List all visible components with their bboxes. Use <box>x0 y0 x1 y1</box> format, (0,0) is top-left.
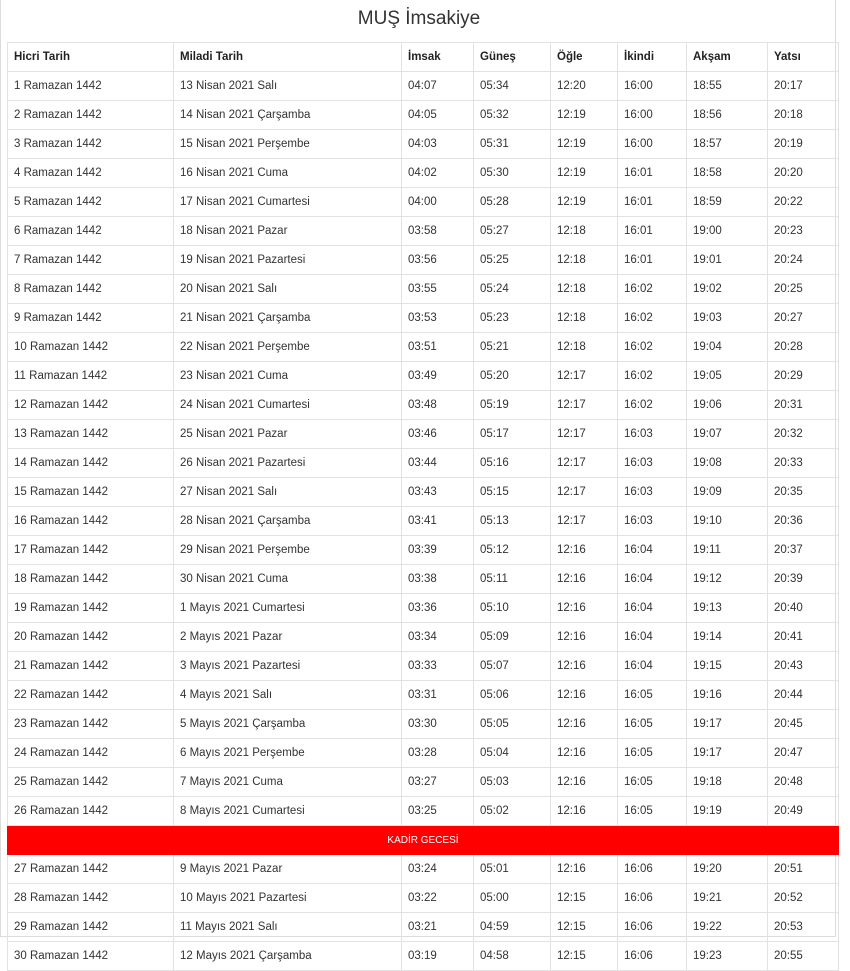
cell-hicri-tarih: 23 Ramazan 1442 <box>8 710 174 739</box>
cell-gunes: 05:23 <box>474 304 551 333</box>
cell-ogle: 12:18 <box>551 246 618 275</box>
cell-aksam: 19:09 <box>687 478 768 507</box>
table-row <box>8 478 839 507</box>
cell-yatsi: 20:47 <box>768 739 839 768</box>
cell-gunes: 05:04 <box>474 739 551 768</box>
cell-imsak: 03:55 <box>402 275 474 304</box>
cell-imsak: 03:51 <box>402 333 474 362</box>
column-header-aksam: Akşam <box>687 43 768 72</box>
cell-aksam: 19:14 <box>687 623 768 652</box>
cell-hicri-tarih: 6 Ramazan 1442 <box>8 217 174 246</box>
imsakiye-table <box>7 42 839 971</box>
table-row <box>8 710 839 739</box>
cell-gunes: 05:27 <box>474 217 551 246</box>
cell-ikindi: 16:06 <box>618 855 687 884</box>
cell-yatsi: 20:41 <box>768 623 839 652</box>
cell-gunes: 05:30 <box>474 159 551 188</box>
cell-ikindi: 16:01 <box>618 159 687 188</box>
table-body <box>8 72 839 971</box>
cell-imsak: 03:31 <box>402 681 474 710</box>
cell-aksam: 19:20 <box>687 855 768 884</box>
cell-ogle: 12:20 <box>551 72 618 101</box>
cell-ogle: 12:16 <box>551 652 618 681</box>
cell-hicri-tarih: 4 Ramazan 1442 <box>8 159 174 188</box>
cell-miladi-tarih: 22 Nisan 2021 Perşembe <box>174 333 402 362</box>
cell-hicri-tarih: 29 Ramazan 1442 <box>8 913 174 942</box>
cell-ogle: 12:17 <box>551 391 618 420</box>
cell-aksam: 19:12 <box>687 565 768 594</box>
column-header-yatsi: Yatsı <box>768 43 839 72</box>
cell-miladi-tarih: 26 Nisan 2021 Pazartesi <box>174 449 402 478</box>
cell-gunes: 05:00 <box>474 884 551 913</box>
cell-imsak: 03:30 <box>402 710 474 739</box>
cell-yatsi: 20:40 <box>768 594 839 623</box>
table-row <box>8 449 839 478</box>
cell-miladi-tarih: 15 Nisan 2021 Perşembe <box>174 130 402 159</box>
table-row <box>8 768 839 797</box>
cell-aksam: 18:59 <box>687 188 768 217</box>
cell-miladi-tarih: 3 Mayıs 2021 Pazartesi <box>174 652 402 681</box>
cell-gunes: 05:10 <box>474 594 551 623</box>
cell-ikindi: 16:01 <box>618 246 687 275</box>
cell-aksam: 19:10 <box>687 507 768 536</box>
cell-hicri-tarih: 28 Ramazan 1442 <box>8 884 174 913</box>
cell-miladi-tarih: 16 Nisan 2021 Cuma <box>174 159 402 188</box>
cell-gunes: 04:58 <box>474 942 551 971</box>
cell-ikindi: 16:00 <box>618 130 687 159</box>
cell-ikindi: 16:04 <box>618 594 687 623</box>
table-row <box>8 159 839 188</box>
cell-hicri-tarih: 11 Ramazan 1442 <box>8 362 174 391</box>
cell-imsak: 03:48 <box>402 391 474 420</box>
cell-imsak: 03:41 <box>402 507 474 536</box>
cell-ogle: 12:15 <box>551 942 618 971</box>
cell-hicri-tarih: 7 Ramazan 1442 <box>8 246 174 275</box>
cell-miladi-tarih: 20 Nisan 2021 Salı <box>174 275 402 304</box>
table-row <box>8 333 839 362</box>
cell-miladi-tarih: 27 Nisan 2021 Salı <box>174 478 402 507</box>
cell-aksam: 19:16 <box>687 681 768 710</box>
cell-aksam: 19:11 <box>687 536 768 565</box>
cell-miladi-tarih: 24 Nisan 2021 Cumartesi <box>174 391 402 420</box>
cell-ikindi: 16:00 <box>618 72 687 101</box>
cell-ikindi: 16:00 <box>618 101 687 130</box>
cell-miladi-tarih: 12 Mayıs 2021 Çarşamba <box>174 942 402 971</box>
cell-ikindi: 16:03 <box>618 420 687 449</box>
cell-imsak: 03:53 <box>402 304 474 333</box>
cell-ogle: 12:16 <box>551 855 618 884</box>
kadir-gecesi-label: KADİR GECESİ <box>8 826 839 855</box>
cell-ikindi: 16:05 <box>618 681 687 710</box>
cell-hicri-tarih: 27 Ramazan 1442 <box>8 855 174 884</box>
cell-ikindi: 16:05 <box>618 710 687 739</box>
cell-ikindi: 16:06 <box>618 884 687 913</box>
cell-miladi-tarih: 10 Mayıs 2021 Pazartesi <box>174 884 402 913</box>
cell-aksam: 19:01 <box>687 246 768 275</box>
cell-gunes: 05:31 <box>474 130 551 159</box>
cell-hicri-tarih: 26 Ramazan 1442 <box>8 797 174 826</box>
cell-ogle: 12:16 <box>551 739 618 768</box>
cell-hicri-tarih: 24 Ramazan 1442 <box>8 739 174 768</box>
cell-ikindi: 16:04 <box>618 623 687 652</box>
cell-gunes: 04:59 <box>474 913 551 942</box>
cell-gunes: 05:19 <box>474 391 551 420</box>
cell-miladi-tarih: 21 Nisan 2021 Çarşamba <box>174 304 402 333</box>
cell-aksam: 19:02 <box>687 275 768 304</box>
cell-ogle: 12:16 <box>551 768 618 797</box>
table-header-row <box>8 43 839 72</box>
cell-imsak: 04:05 <box>402 101 474 130</box>
cell-yatsi: 20:53 <box>768 913 839 942</box>
cell-hicri-tarih: 10 Ramazan 1442 <box>8 333 174 362</box>
cell-gunes: 05:15 <box>474 478 551 507</box>
cell-yatsi: 20:32 <box>768 420 839 449</box>
cell-hicri-tarih: 21 Ramazan 1442 <box>8 652 174 681</box>
cell-imsak: 03:43 <box>402 478 474 507</box>
cell-miladi-tarih: 9 Mayıs 2021 Pazar <box>174 855 402 884</box>
cell-ogle: 12:18 <box>551 333 618 362</box>
cell-ikindi: 16:04 <box>618 652 687 681</box>
cell-yatsi: 20:29 <box>768 362 839 391</box>
cell-imsak: 04:03 <box>402 130 474 159</box>
cell-gunes: 05:12 <box>474 536 551 565</box>
cell-ogle: 12:17 <box>551 362 618 391</box>
table-row <box>8 130 839 159</box>
cell-ogle: 12:17 <box>551 478 618 507</box>
cell-imsak: 03:33 <box>402 652 474 681</box>
cell-miladi-tarih: 13 Nisan 2021 Salı <box>174 72 402 101</box>
table-row <box>8 594 839 623</box>
cell-yatsi: 20:20 <box>768 159 839 188</box>
cell-ikindi: 16:05 <box>618 739 687 768</box>
cell-yatsi: 20:43 <box>768 652 839 681</box>
column-header-miladi-tarih: Miladi Tarih <box>174 43 402 72</box>
cell-ogle: 12:17 <box>551 420 618 449</box>
cell-imsak: 03:22 <box>402 884 474 913</box>
cell-hicri-tarih: 17 Ramazan 1442 <box>8 536 174 565</box>
cell-aksam: 19:22 <box>687 913 768 942</box>
cell-aksam: 19:05 <box>687 362 768 391</box>
cell-hicri-tarih: 12 Ramazan 1442 <box>8 391 174 420</box>
cell-gunes: 05:13 <box>474 507 551 536</box>
cell-aksam: 19:23 <box>687 942 768 971</box>
cell-gunes: 05:21 <box>474 333 551 362</box>
cell-hicri-tarih: 15 Ramazan 1442 <box>8 478 174 507</box>
table-row <box>8 507 839 536</box>
cell-yatsi: 20:31 <box>768 391 839 420</box>
table-row <box>8 942 839 971</box>
cell-hicri-tarih: 20 Ramazan 1442 <box>8 623 174 652</box>
kadir-gecesi-banner-row <box>8 826 839 855</box>
cell-aksam: 19:07 <box>687 420 768 449</box>
cell-ikindi: 16:04 <box>618 565 687 594</box>
cell-miladi-tarih: 14 Nisan 2021 Çarşamba <box>174 101 402 130</box>
table-row <box>8 855 839 884</box>
cell-gunes: 05:05 <box>474 710 551 739</box>
cell-aksam: 19:15 <box>687 652 768 681</box>
cell-miladi-tarih: 18 Nisan 2021 Pazar <box>174 217 402 246</box>
cell-yatsi: 20:37 <box>768 536 839 565</box>
column-header-gunes: Güneş <box>474 43 551 72</box>
cell-miladi-tarih: 29 Nisan 2021 Perşembe <box>174 536 402 565</box>
cell-imsak: 03:24 <box>402 855 474 884</box>
cell-ikindi: 16:03 <box>618 478 687 507</box>
cell-ogle: 12:19 <box>551 101 618 130</box>
cell-ogle: 12:18 <box>551 275 618 304</box>
cell-ogle: 12:15 <box>551 884 618 913</box>
cell-gunes: 05:01 <box>474 855 551 884</box>
cell-imsak: 04:07 <box>402 72 474 101</box>
cell-imsak: 03:36 <box>402 594 474 623</box>
cell-imsak: 03:49 <box>402 362 474 391</box>
table-row <box>8 623 839 652</box>
cell-imsak: 03:38 <box>402 565 474 594</box>
table-row <box>8 101 839 130</box>
cell-imsak: 03:56 <box>402 246 474 275</box>
cell-aksam: 18:57 <box>687 130 768 159</box>
cell-ikindi: 16:01 <box>618 217 687 246</box>
cell-ogle: 12:18 <box>551 217 618 246</box>
cell-aksam: 19:17 <box>687 710 768 739</box>
cell-hicri-tarih: 3 Ramazan 1442 <box>8 130 174 159</box>
cell-hicri-tarih: 19 Ramazan 1442 <box>8 594 174 623</box>
cell-aksam: 19:13 <box>687 594 768 623</box>
cell-yatsi: 20:51 <box>768 855 839 884</box>
cell-ogle: 12:16 <box>551 594 618 623</box>
cell-hicri-tarih: 1 Ramazan 1442 <box>8 72 174 101</box>
cell-miladi-tarih: 2 Mayıs 2021 Pazar <box>174 623 402 652</box>
cell-yatsi: 20:44 <box>768 681 839 710</box>
cell-imsak: 04:00 <box>402 188 474 217</box>
cell-ogle: 12:16 <box>551 623 618 652</box>
cell-yatsi: 20:19 <box>768 130 839 159</box>
cell-yatsi: 20:49 <box>768 797 839 826</box>
cell-aksam: 19:08 <box>687 449 768 478</box>
cell-miladi-tarih: 19 Nisan 2021 Pazartesi <box>174 246 402 275</box>
table-row <box>8 420 839 449</box>
cell-aksam: 18:58 <box>687 159 768 188</box>
cell-imsak: 04:02 <box>402 159 474 188</box>
cell-aksam: 18:55 <box>687 72 768 101</box>
cell-imsak: 03:58 <box>402 217 474 246</box>
table-row <box>8 797 839 826</box>
cell-imsak: 03:19 <box>402 942 474 971</box>
cell-gunes: 05:07 <box>474 652 551 681</box>
cell-hicri-tarih: 5 Ramazan 1442 <box>8 188 174 217</box>
table-row <box>8 391 839 420</box>
column-header-imsak: İmsak <box>402 43 474 72</box>
cell-imsak: 03:39 <box>402 536 474 565</box>
table-row <box>8 913 839 942</box>
cell-hicri-tarih: 16 Ramazan 1442 <box>8 507 174 536</box>
cell-ikindi: 16:01 <box>618 188 687 217</box>
table-row <box>8 217 839 246</box>
cell-miladi-tarih: 5 Mayıs 2021 Çarşamba <box>174 710 402 739</box>
cell-imsak: 03:44 <box>402 449 474 478</box>
cell-imsak: 03:21 <box>402 913 474 942</box>
cell-ikindi: 16:06 <box>618 913 687 942</box>
cell-hicri-tarih: 8 Ramazan 1442 <box>8 275 174 304</box>
column-header-ikindi: İkindi <box>618 43 687 72</box>
cell-ogle: 12:17 <box>551 507 618 536</box>
cell-yatsi: 20:17 <box>768 72 839 101</box>
column-header-ogle: Öğle <box>551 43 618 72</box>
table-row <box>8 536 839 565</box>
cell-ogle: 12:16 <box>551 536 618 565</box>
cell-yatsi: 20:24 <box>768 246 839 275</box>
cell-ikindi: 16:05 <box>618 797 687 826</box>
cell-yatsi: 20:33 <box>768 449 839 478</box>
cell-aksam: 19:18 <box>687 768 768 797</box>
cell-ikindi: 16:02 <box>618 333 687 362</box>
cell-aksam: 19:19 <box>687 797 768 826</box>
cell-ogle: 12:16 <box>551 710 618 739</box>
cell-yatsi: 20:18 <box>768 101 839 130</box>
cell-gunes: 05:34 <box>474 72 551 101</box>
cell-miladi-tarih: 6 Mayıs 2021 Perşembe <box>174 739 402 768</box>
cell-gunes: 05:03 <box>474 768 551 797</box>
cell-gunes: 05:09 <box>474 623 551 652</box>
cell-hicri-tarih: 18 Ramazan 1442 <box>8 565 174 594</box>
table-row <box>8 246 839 275</box>
table-row <box>8 275 839 304</box>
cell-ikindi: 16:03 <box>618 507 687 536</box>
cell-imsak: 03:27 <box>402 768 474 797</box>
cell-ogle: 12:18 <box>551 304 618 333</box>
cell-miladi-tarih: 7 Mayıs 2021 Cuma <box>174 768 402 797</box>
cell-yatsi: 20:36 <box>768 507 839 536</box>
column-header-hicri-tarih: Hicri Tarih <box>8 43 174 72</box>
cell-miladi-tarih: 17 Nisan 2021 Cumartesi <box>174 188 402 217</box>
cell-hicri-tarih: 2 Ramazan 1442 <box>8 101 174 130</box>
cell-ikindi: 16:05 <box>618 768 687 797</box>
cell-gunes: 05:24 <box>474 275 551 304</box>
cell-hicri-tarih: 13 Ramazan 1442 <box>8 420 174 449</box>
cell-miladi-tarih: 28 Nisan 2021 Çarşamba <box>174 507 402 536</box>
cell-yatsi: 20:48 <box>768 768 839 797</box>
cell-ikindi: 16:02 <box>618 275 687 304</box>
cell-yatsi: 20:55 <box>768 942 839 971</box>
cell-gunes: 05:28 <box>474 188 551 217</box>
cell-ogle: 12:16 <box>551 565 618 594</box>
cell-ikindi: 16:03 <box>618 449 687 478</box>
cell-ikindi: 16:06 <box>618 942 687 971</box>
cell-hicri-tarih: 9 Ramazan 1442 <box>8 304 174 333</box>
cell-gunes: 05:02 <box>474 797 551 826</box>
table-row <box>8 652 839 681</box>
cell-ikindi: 16:02 <box>618 362 687 391</box>
cell-ogle: 12:17 <box>551 449 618 478</box>
cell-ogle: 12:16 <box>551 681 618 710</box>
cell-miladi-tarih: 8 Mayıs 2021 Cumartesi <box>174 797 402 826</box>
cell-imsak: 03:28 <box>402 739 474 768</box>
cell-imsak: 03:46 <box>402 420 474 449</box>
cell-aksam: 18:56 <box>687 101 768 130</box>
cell-hicri-tarih: 14 Ramazan 1442 <box>8 449 174 478</box>
cell-gunes: 05:20 <box>474 362 551 391</box>
cell-miladi-tarih: 11 Mayıs 2021 Salı <box>174 913 402 942</box>
cell-miladi-tarih: 4 Mayıs 2021 Salı <box>174 681 402 710</box>
cell-ogle: 12:15 <box>551 913 618 942</box>
table-row <box>8 681 839 710</box>
cell-gunes: 05:06 <box>474 681 551 710</box>
cell-ikindi: 16:02 <box>618 304 687 333</box>
cell-yatsi: 20:35 <box>768 478 839 507</box>
cell-gunes: 05:32 <box>474 101 551 130</box>
cell-aksam: 19:00 <box>687 217 768 246</box>
cell-ogle: 12:19 <box>551 130 618 159</box>
cell-yatsi: 20:45 <box>768 710 839 739</box>
cell-aksam: 19:17 <box>687 739 768 768</box>
cell-miladi-tarih: 23 Nisan 2021 Cuma <box>174 362 402 391</box>
cell-gunes: 05:11 <box>474 565 551 594</box>
table-row <box>8 565 839 594</box>
table-row <box>8 884 839 913</box>
cell-ikindi: 16:02 <box>618 391 687 420</box>
cell-yatsi: 20:52 <box>768 884 839 913</box>
cell-yatsi: 20:39 <box>768 565 839 594</box>
cell-yatsi: 20:27 <box>768 304 839 333</box>
cell-miladi-tarih: 25 Nisan 2021 Pazar <box>174 420 402 449</box>
cell-hicri-tarih: 22 Ramazan 1442 <box>8 681 174 710</box>
cell-miladi-tarih: 1 Mayıs 2021 Cumartesi <box>174 594 402 623</box>
cell-gunes: 05:16 <box>474 449 551 478</box>
table-row <box>8 739 839 768</box>
cell-yatsi: 20:23 <box>768 217 839 246</box>
cell-aksam: 19:04 <box>687 333 768 362</box>
cell-aksam: 19:03 <box>687 304 768 333</box>
table-row <box>8 362 839 391</box>
cell-yatsi: 20:28 <box>768 333 839 362</box>
table-row <box>8 304 839 333</box>
cell-ogle: 12:19 <box>551 159 618 188</box>
cell-imsak: 03:25 <box>402 797 474 826</box>
cell-yatsi: 20:25 <box>768 275 839 304</box>
table-row <box>8 188 839 217</box>
cell-ikindi: 16:04 <box>618 536 687 565</box>
cell-gunes: 05:17 <box>474 420 551 449</box>
cell-gunes: 05:25 <box>474 246 551 275</box>
cell-yatsi: 20:22 <box>768 188 839 217</box>
cell-aksam: 19:21 <box>687 884 768 913</box>
cell-hicri-tarih: 25 Ramazan 1442 <box>8 768 174 797</box>
cell-aksam: 19:06 <box>687 391 768 420</box>
cell-imsak: 03:34 <box>402 623 474 652</box>
page-title: MUŞ İmsakiye <box>357 8 481 29</box>
cell-miladi-tarih: 30 Nisan 2021 Cuma <box>174 565 402 594</box>
cell-hicri-tarih: 30 Ramazan 1442 <box>8 942 174 971</box>
cell-ogle: 12:19 <box>551 188 618 217</box>
table-row <box>8 72 839 101</box>
cell-ogle: 12:16 <box>551 797 618 826</box>
